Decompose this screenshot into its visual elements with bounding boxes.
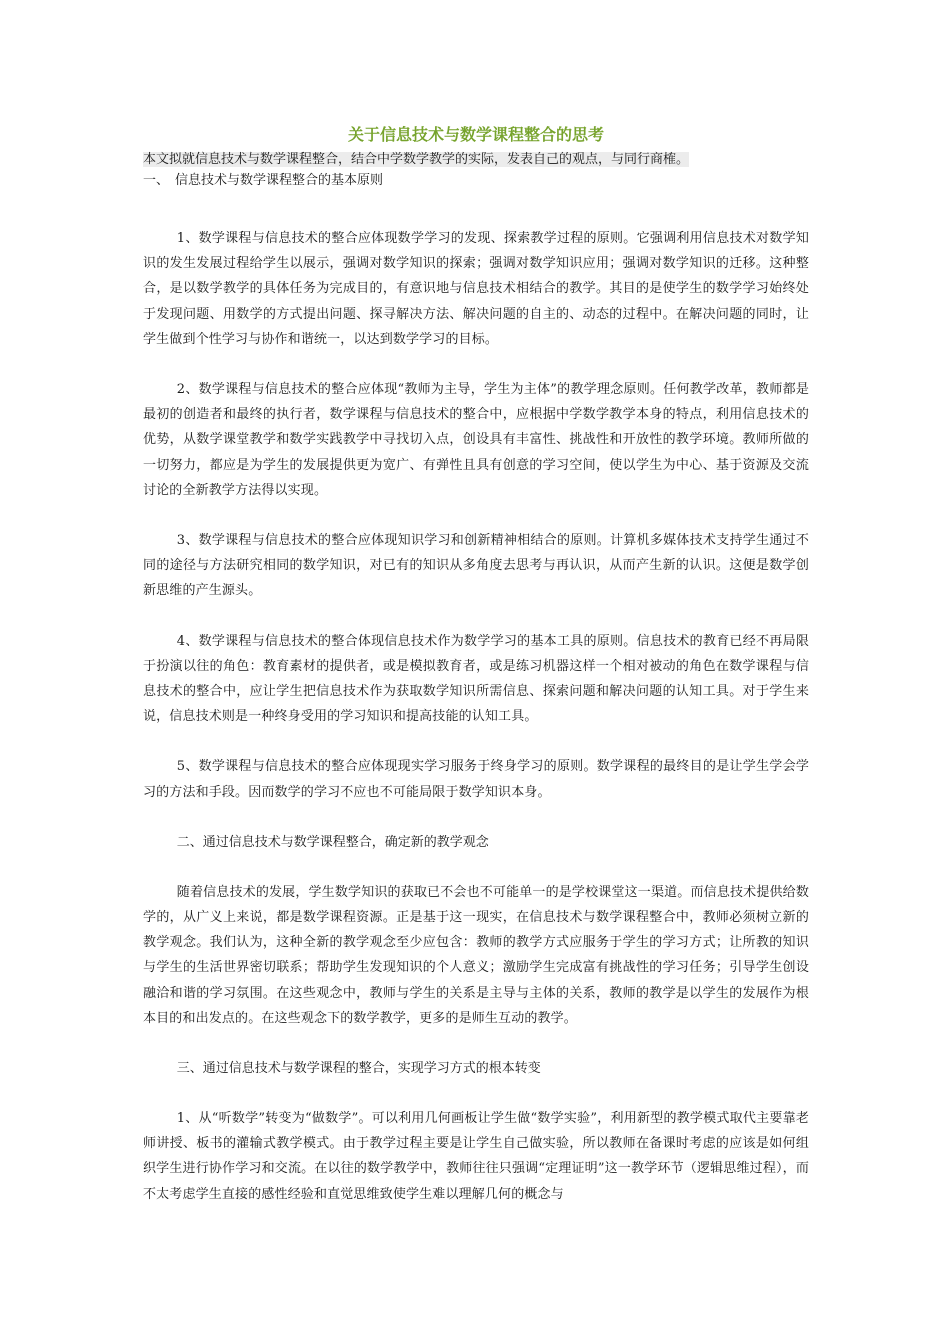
section-3-paragraph: 1、从“听数学”转变为“做数学”。可以利用几何画板让学生做“数学实验”，利用新型的教学模式取代主要靠老师讲授、板书的灌输式教学模式。由于教学过程主要是让学生自己做实验，所以教师在备课时考虑的应该是如何组织学生进行协作学习和交流。在以往的数学教学中，教师往往只强调“定理证明”这一教学环节（逻辑思维过程），而不太考虑学生直接的感性经验和直觉思维致使学生难以理解几何的概念与 [143,1111,809,1202]
section-2-paragraph: 随着信息技术的发展，学生数学知识的获取已不会也不可能单一的是学校课堂这一渠道。而信息技术提供给数学的，从广义上来说，都是数学课程资源。正是基于这一现实，在信息技术与数学课程整合中，教师必须树立新的教学观念。我们认为，这种全新的教学观念至少应包含：教师的教学方式应服务于学生的学习方式；让所教的知识与学生的生活世界密切联系；帮助学生发现知识的个人意义；激励学生完成富有挑战性的学习任务；引导学生创设融洽和谐的学习氛围。在这些观念中，教师与学生的关系是主导与主体的关系，教师的教学是以学生的发展作为根本目的和出发点的。在这些观念下的数学教学，更多的是师生互动的教学。 [143,884,809,1026]
paragraph-principle-3: 3、数学课程与信息技术的整合应体现知识学习和创新精神相结合的原则。计算机多媒体技术支持学生通过不同的途径与方法研究相同的数学知识，对已有的知识从多角度去思考与再认识，从而产生新的认识。这便是数学创新思维的产生源头。 [143,533,809,599]
document-page [143,122,809,1232]
paragraph-principle-4: 4、数学课程与信息技术的整合体现信息技术作为数学学习的基本工具的原则。信息技术的教育已经不再局限于扮演以往的角色：教育素材的提供者，或是模拟教育者，或是练习机器这样一个相对被动的角色在数学课程与信息技术的整合中，应让学生把信息技术作为获取数学知识所需信息、探索问题和解决问题的认知工具。对于学生来说，信息技术则是一种终身受用的学习知识和提高技能的认知工具。 [143,633,809,725]
section-2-heading: 二、通过信息技术与数学课程整合，确定新的教学观念 [176,834,489,850]
section-1-number: 一、 [143,173,170,188]
intro-line [143,150,809,170]
paragraph-principle-2: 2、数学课程与信息技术的整合应体现“教师为主导，学生为主体”的教学理念原则。任何教学改革，教师都是最初的创造者和最终的执行者，数学课程与信息技术的整合中，应根据中学数学教学本身的特点，利用信息技术的优势，从数学课堂教学和数学实践教学中寻找切入点，创设具有丰富性、挑战性和开放性的教学环境。教师所做的一切努力，都应是为学生的发展提供更为宽广、有弹性且具有创意的学习空间，使以学生为中心、基于资源及交流讨论的全新教学方法得以实现。 [143,382,809,498]
section-1-title: 信息技术与数学课程整合的基本原则 [175,173,384,188]
section-3-heading: 三、通过信息技术与数学课程的整合，实现学习方式的根本转变 [176,1061,541,1077]
paragraph-principle-5: 5、数学课程与信息技术的整合应体现现实学习服务于终身学习的原则。数学课程的最终目的是让学生学会学习的方法和手段。因而数学的学习不应也不可能局限于数学知识本身。 [143,759,809,800]
document-title: 关于信息技术与数学课程整合的思考 [347,125,604,144]
paragraph-principle-1: 1、数学课程与信息技术的整合应体现数学学习的发现、探索教学过程的原则。它强调利用信息技术对数学知识的发生发展过程给学生以展示，强调对数学知识的探索；强调对数学知识应用；强调对数学知识的迁移。这种整合，是以数学教学的具体任务为完成目的，有意识地与信息技术相结合的教学。其目的是使学生的数学学习始终处于发现问题、用数学的方式提出问题、探寻解决方法、解决问题的自主的、动态的过程中。在解决问题的同时，让学生做到个性学习与协作和谐统一，以达到数学学习的目标。 [143,231,809,347]
section-1-heading [143,170,809,192]
intro-text: 本文拟就信息技术与数学课程整合，结合中学数学教学的实际，发表自己的观点，与同行商榷。 [143,152,690,167]
